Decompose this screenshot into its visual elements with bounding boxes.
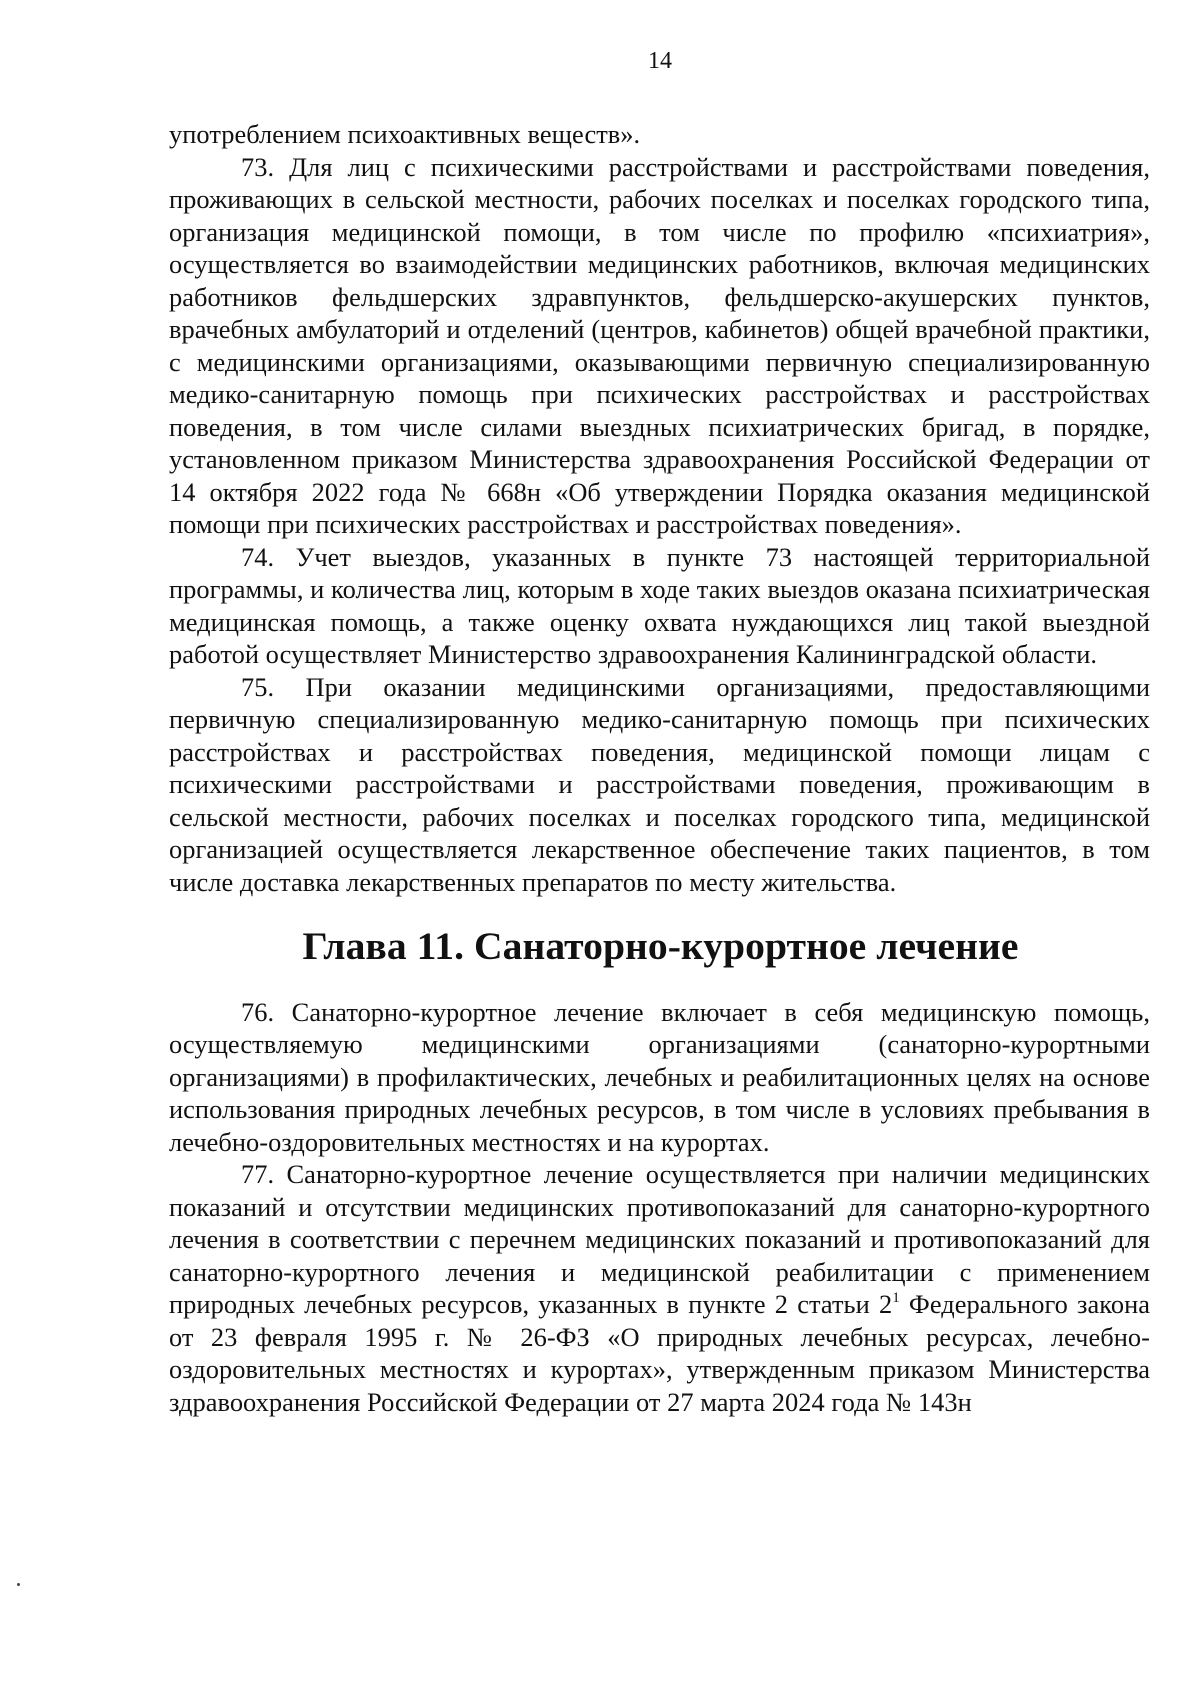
- paragraph-77-text-after: Федерального закона от 23 февраля 1995 г. № 26-ФЗ «О природных лечебных ресурсах, лечебно-оздоровительных местностях и курортах», утвержденным приказом Министерства здравоохранения Российской Федерации от 27 марта 2024 года № 143н: [169, 1289, 1151, 1417]
- paragraph-77-text-before: 77. Санаторно-курортное лечение осуществляется при наличии медицинских показаний и отсутствии медицинских противопоказаний для санаторно-курортного лечения в соответствии с перечнем медицинских показаний и противопоказаний для санаторно-курортного лечения и медицинской реабилитации с применением природных лечебных ресурсов, указанных в пункте 2 статьи 2: [169, 1159, 1150, 1319]
- scan-speck: [17, 1583, 20, 1586]
- paragraph-76: 76. Санаторно-курортное лечение включает в себя медицинскую помощь, осуществляемую медицинскими организациями (санаторно-курортными организациями) в профилактических, лечебных и реабилитационных целях на основе использования природных лечебных ресурсов, в том числе в условиях пребывания в лечебно-оздоровительных местностях и на курортах.: [169, 996, 1150, 1157]
- paragraph-74: 74. Учет выездов, указанных в пункте 73 настоящей территориальной программы, и количества лиц, которым в ходе таких выездов оказана психиатрическая медицинская помощь, а также оценку охвата нуждающихся лиц такой выездной работой осуществляет Министерство здравоохранения Калининградской области.: [169, 541, 1150, 669]
- footnote-marker: 1: [892, 1290, 900, 1306]
- chapter-heading: Глава 11. Санаторно-курортное лечение: [302, 924, 1019, 968]
- paragraph-continuation: употреблением психоактивных веществ».: [169, 119, 641, 149]
- paragraph-77: [169, 1158, 1150, 1418]
- page-number: 14: [648, 48, 672, 74]
- paragraph-75: 75. При оказании медицинскими организациями, предоставляющими первичную специализированную медико-санитарную помощь при психических расстройствах и расстройствах поведения, медицинской помощи лицам с психическими расстройствами и расстройствами поведения, проживающим в сельской местности, рабочих поселках и поселках городского типа, медицинской организацией осуществляется лекарственное обеспечение таких пациентов, в том числе доставка лекарственных препаратов по месту жительства.: [169, 671, 1150, 897]
- document-body: [169, 118, 1150, 1418]
- paragraph-73: 73. Для лиц с психическими расстройствами и расстройствами поведения, проживающих в сельской местности, рабочих поселках и поселках городского типа, организация медицинской помощи, в том числе по профилю «психиатрия», осуществляется во взаимодействии медицинских работников, включая медицинских работников фельдшерских здравпунктов, фельдшерско-акушерских пунктов, врачебных амбулаторий и отделений (центров, кабинетов) общей врачебной практики, с медицинскими организациями, оказывающими первичную специализированную медико-санитарную помощь при психических расстройствах и расстройствах поведения, в том числе силами выездных психиатрических бригад, в порядке, установленном приказом Министерства здравоохранения Российской Федерации от 14 октября 2022 года № 668н «Об утверждении Порядка оказания медицинской помощи при психических расстройствах и расстройствах поведения».: [169, 151, 1150, 539]
